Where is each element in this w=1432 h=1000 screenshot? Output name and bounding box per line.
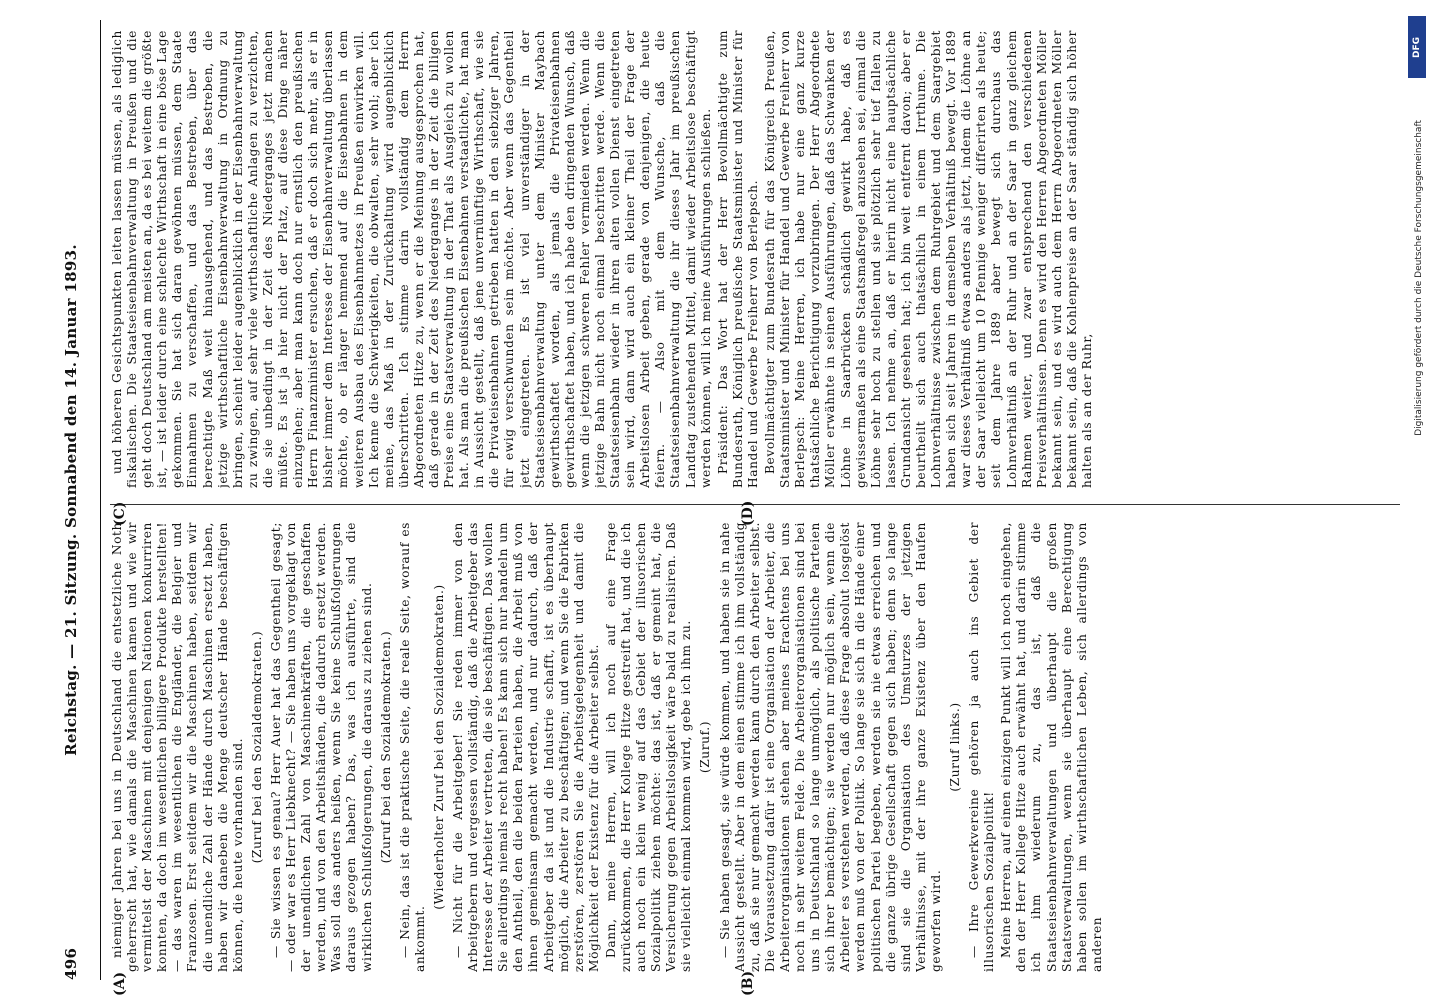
header-rule <box>100 20 101 980</box>
margin-mark-a: (A) <box>112 971 128 996</box>
margin-mark-d: (D) <box>740 500 756 526</box>
rotated-page <box>40 0 1420 1000</box>
paragraph: (Zuruf bei den Sozialdemokraten.) <box>249 630 264 864</box>
paragraph: niemiger Jahren bei uns in Deutschland die entsetzliche Noth geherrscht hat, wie damals die Maschinen kamen und wie wir vermittelst der Maschinen mit denjenigen Nationen konkurriren konnten, da doch im wesentlichen billigere Produkte herstellten! — das waren im wesentlichen die Engländer, die Belgier und Franzosen. Erst seitdem wir die Maschinen haben, seitdem wir die unendliche Zahl der Hände durch Maschinen ersetzt haben, haben wir daneben die Menge deutscher Hände beschäftigen können, die heute vorhanden sind. <box>110 522 245 972</box>
paragraph: (Zuruf bei den Sozialdemokraten.) <box>378 630 393 864</box>
dfg-logo: DFG <box>1408 16 1426 78</box>
paragraph: — Sie wissen es genau? Herr Auer hat das Gegentheil gesagt; — oder war es Herr Liebknecht? — Sie haben uns vorgeklagt von der unendlichen Zahl von Maschinenkräften, die geschaffen werden, und von den Arbeitshänden, die dadurch ersetzt werden. Was soll das anders heißen, wenn Sie keine Schlußfolgerungen daraus gezogen haben? Das, was ich ausführte, sind die wirklichen Schlußfolgerungen, die daraus zu ziehen sind. <box>268 522 374 972</box>
left-column <box>110 522 1400 972</box>
paragraph: Präsident: Das Wort hat der Herr Bevollmächtigte zum Bundesrath, Königlich preußische Staatsminister und Minister für Handel und Gewerbe Freiherr von Berlepsch. <box>715 30 760 488</box>
page-number: 496 <box>62 947 80 980</box>
paragraph: Dann, meine Herren, will ich noch auf eine Frage zurückkommen, die Herr Kollege Hitze gestreift hat, und die ich auch noch ein klein wenig auf das Gebiet der illusorischen Sozialpolitik ziehen möchte: das ist, daß er gemeint hat, die Versicherung gegen Arbeitslosigkeit wäre bald zu realisiren. Daß sie vielleicht einmal kommen wird, gebe ich ihm zu. <box>603 522 694 972</box>
paragraph: — Nicht für die Arbeitgeber! Sie reden immer von den Arbeitgebern und vergessen vollständig, daß die Arbeitgeber das Interesse der Arbeiter vertreten, die sie beschäftigen. Das wollen Sie allerdings niemals recht haben! Es kann sich nur handeln um den Antheil, den die beiden Parteien haben, die Arbeit muß von ihnen gemeinsam gemacht werden, und nur dadurch, daß der Arbeitgeber da ist und die Industrie schafft, ist es überhaupt möglich, die Arbeiter zu beschäftigen; und wenn Sie die Fabriken zerstören, zerstören Sie die Arbeitsgelegenheit und damit die Möglichkeit der Existenz für die Arbeiter selbst. <box>450 522 601 972</box>
digitization-note: Digitalisierung gefördert durch die Deutsche Forschungsgemeinschaft <box>1414 120 1424 436</box>
paragraph: — Nein, das ist die praktische Seite, die reale Seite, worauf es ankommt. <box>397 522 427 972</box>
margin-mark-c: (C) <box>112 501 128 526</box>
right-column <box>110 30 1400 488</box>
paragraph: Meine Herren, auf einen einzigen Punkt will ich noch eingehen, den der Herr Kollege Hitze auch erwähnt hat, und darin stimme ich ihm wiederum zu, das ist, daß die Staatseisenbahnverwaltungen und überhaupt die großen Staatsverwaltungen, wenn sie überhaupt eine Berechtigung haben sollen im wirthschaftlichen Leben, sich allerdings von anderen <box>999 522 1104 972</box>
paragraph: (Zuruf.) <box>698 720 713 774</box>
paragraph: (Zuruf links.) <box>947 702 962 792</box>
margin-mark-b: (B) <box>740 970 756 996</box>
page-title: Reichstag. — 21. Sitzung. Sonnabend den 14. Januar 1893. <box>62 244 80 756</box>
paragraph: (Wiederholter Zuruf bei den Sozialdemokraten.) <box>431 584 446 910</box>
paragraph: Bevollmächtigter zum Bundesrath für das Königreich Preußen, Staatsminister und Minister für Handel und Gewerbe Freiherr von Berlepsch: Meine Herren, ich habe nur eine ganz kurze thatsächliche Berichtigung vorzubringen. Der Herr Abgeordnete Möller erwähnte in seinen Ausführungen, daß das Schwanken der Löhne in Saarbrücken schädlich gewirkt habe, daß es gewissermaßen als eine Staatsmaßregel anzusehen sei, einmal die Löhne sehr hoch zu stellen und sie plötzlich sehr tief fallen zu lassen. Ich nehme an, daß er hierin nicht eine hauptsächliche Grundansicht gesehen hat; ich bin weit entfernt davon; aber er beurtheilt sich auch thatsächlich in einem Irrthume. Die Lohnverhältnisse zwischen dem Ruhrgebiet und dem Saargebiet haben sich seit Jahren in demselben Verhältniß bewegt. Vor 1889 war dieses Verhältniß etwas anders als jetzt, indem die Löhne an der Saar vielleicht um 10 Pfennige weniger differirten als heute; seit dem Jahre 1889 aber bewegt sich durchaus das Lohnverhältniß an der Ruhr und an der Saar in ganz gleichem Rahmen weiter, und zwar entsprechend den verschiedenen Preisverhältnissen. Denn es wird den Herren Abgeordneten Möller bekannt sein, und es wird auch dem Herrn Abgeordneten Möller bekannt sein, daß die Kohlenpreise an der Saar ständig sich höher halten als an der Ruhr, <box>763 30 1094 488</box>
paragraph: — Ihre Gewerkvereine gehören ja auch ins Gebiet der illusorischen Sozialpolitik! <box>967 522 997 972</box>
paragraph: und höheren Gesichtspunkten leiten lassen müssen, als lediglich fiskalischen. Die Staatseisenbahnverwaltung in Preußen und die geht doch Deutschland am meisten an, da es bei weitem die größte ist, — ist leider durch eine schlechte Wirthschaft in eine böse Lage gekommen. Sie hat sich daran gewöhnen müssen, dem Staate Einnahmen zu verschaffen, und das Bestreben, über das berechtigte Maß weit hinausgehend, und das Bestreben, die jetzige wirthschaftliche Eisenbahnverwaltung in Ordnung zu bringen, scheint leider augenblicklich in der Eisenbahnverwaltung zu zwingen, auf sehr viele wirthschaftliche Anlagen zu verzichten, die sie unbedingt in der Zeit des Niederganges jetzt machen müßte. Es ist ja hier nicht der Platz, auf diese Dinge näher einzugehen; aber man kann doch nur ernstlich den preußischen Herrn Finanzminister ersuchen, daß er doch sich mehr, als er in bisher immer dem Interesse der Eisenbahnverwaltung überlassen möchte, ob er länger hemmend auf die Eisenbahnen in dem weiteren Ausbau des Eisenbahnnetzes in Preußen einwirken will. Ich kenne die Schwierigkeiten, die obwalten, sehr wohl; aber ich meine, das Maß in der Zurückhaltung wird augenblicklich überschritten. Ich stimme darin vollständig dem Herrn Abgeordneten Hitze zu, wenn er die Meinung ausgesprochen hat, daß gerade in der Zeit des Niederganges in der Zeit die billigen Preise eine Staatsverwaltung in der That als Ausgleich zu wollen hat. Als man die preußischen Eisenbahnen verstaatlichte, hat man in Aussicht gestellt, daß jene unvernünftige Wirthschaft, wie sie die Privateisenbahnen getrieben hatten in den siebziger Jahren, für ewig verschwunden sein möchte. Aber wenn das Gegentheil jetzt eingetreten. Es ist viel unverständiger in der Staatseisenbahnverwaltung unter dem Minister Maybach gewirthschaftet worden, als jemals die Privateisenbahnen gewirthschaftet haben, und ich habe den dringenden Wunsch, daß wenn die jetzigen schweren Fehler vermieden werden. Wenn die jetzige Bahn nicht noch einmal beschritten werde. Wenn die Staatseisenbahn wieder in ihren alten vollen Dienst eingetreten sein wird, dann wird auch ein kleiner Theil der Frage der Arbeitslosen Arbeit geben, gerade von denjenigen, die heute feiern. — Also mit dem Wunsche, daß die Staatseisenbahnverwaltung die ihr dieses Jahr im preußischen Landtag zustehenden Mittel, damit wieder Arbeitslose beschäftigt werden können, will ich meine Ausführungen schließen. <box>110 30 713 488</box>
paragraph: — Sie haben gesagt, sie würde kommen, und haben sie in nahe Aussicht gestellt. Aber in dem einen stimme ich ihm vollständig zu, daß sie nur gemacht werden kann durch den Arbeiter selbst. Die Voraussetzung dafür ist eine Organisation der Arbeiter, die Arbeiterorganisationen stehen aber meines Erachtens bei uns noch in sehr weitem Felde. Die Arbeiterorganisationen sind bei uns in Deutschland so lange unmöglich, als politische Parteien sich ihrer bemächtigen; sie werden nur möglich sein, wenn die Arbeiter es verstehen werden, daß diese Frage absolut losgelöst werden muß von der Politik. So lange sie sich in die Hände einer politischen Partei begeben, werden sie nie etwas erreichen und die ganze übrige Gesellschaft gegen sich haben; denn so lange sind sie die Organisation des Umsturzes der jetzigen Verhältnisse, mit der ihre ganze Existenz über den Haufen geworfen wird. <box>717 522 943 972</box>
